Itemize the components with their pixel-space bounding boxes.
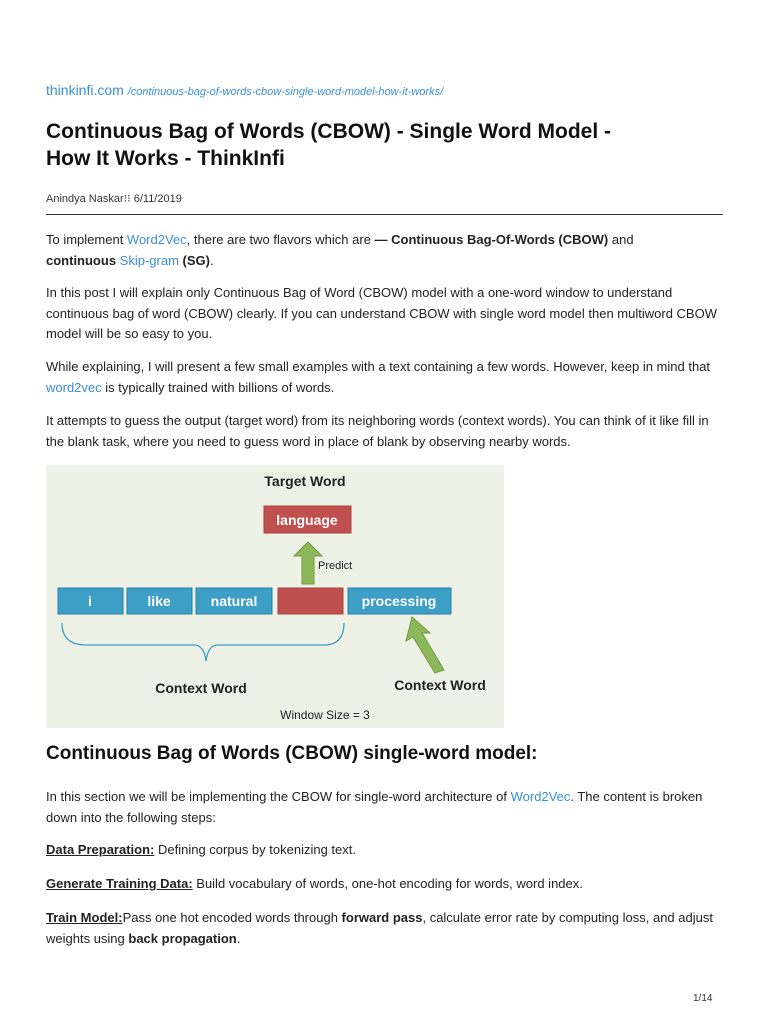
- step-train-model: Train Model:Pass one hot encoded words through forward pass, calculate error rate by computing loss, and adjust weights using back propagation.: [46, 910, 713, 946]
- context-word-right-label: Context Word: [394, 677, 486, 693]
- page-title: [46, 118, 736, 172]
- context-word-left-label: Context Word: [155, 680, 247, 696]
- cbow-diagram: [46, 465, 504, 728]
- skip-gram-link[interactable]: Skip-gram: [119, 252, 179, 268]
- word2vec-link[interactable]: Word2Vec: [126, 232, 187, 247]
- publish-date: 6/11/2019: [133, 193, 182, 205]
- section-heading: Continuous Bag of Words (CBOW) single-word model:: [46, 743, 538, 764]
- section-intro-paragraph: In this section we will be implementing the CBOW for single-word architecture of Word2Vec. The content is broken down into the following steps:: [46, 789, 703, 825]
- page-title-line-1: Continuous Bag of Words (CBOW) - Single Word Model -: [46, 120, 611, 143]
- paragraph-guess-output: It attempts to guess the output (target word) from its neighboring words (context words). You can think of it like fill in the blank task, where you need to guess word in place of blank by observing nearby words.: [46, 413, 709, 449]
- source-domain-link[interactable]: thinkinfi.com: [46, 82, 124, 98]
- step-generate-training-data: Generate Training Data: Build vocabulary of words, one-hot encoding for words, word index.: [46, 876, 583, 891]
- context-arrow: [406, 617, 444, 673]
- word2vec-link-3[interactable]: Word2Vec: [510, 789, 571, 804]
- byline: [46, 192, 182, 205]
- word2vec-link-2[interactable]: word2vec: [46, 379, 102, 395]
- byline-separator: ⁝⁝: [123, 193, 131, 205]
- word-label-like: like: [147, 593, 171, 609]
- target-word-title: Target Word: [264, 473, 346, 489]
- paragraph-cbow-explanation: In this post I will explain only Continuous Bag of Word (CBOW) model with a one-word window to understand continuous bag of word (CBOW) clearly. If you can understand CBOW with single word model then multiword CBOW model will be so easy to you.: [46, 285, 717, 341]
- page-title-line-2: How It Works - ThinkInfi: [46, 147, 285, 170]
- page-number: 1/14: [693, 993, 713, 1004]
- word-label-processing: processing: [361, 593, 437, 609]
- word-label-natural: natural: [210, 593, 258, 609]
- step-data-preparation: Data Preparation: Defining corpus by tokenizing text.: [46, 842, 356, 857]
- window-size-label: Window Size = 3: [280, 708, 370, 722]
- context-brace: [62, 623, 344, 661]
- predict-label: Predict: [318, 560, 353, 572]
- paragraph-examples: While explaining, I will present a few small examples with a text containing a few words. However, keep in mind that word2vec is typically trained with billions of words.: [46, 359, 711, 395]
- word-box-blank: [278, 588, 343, 614]
- intro-paragraph: To implement Word2Vec, there are two flavors which are — Continuous Bag-Of-Words (CBOW) and continuous Skip-gram (SG).: [46, 232, 634, 268]
- author: Anindya Naskar: [46, 193, 124, 205]
- word-label-i: i: [88, 593, 92, 609]
- title-divider: [46, 214, 723, 215]
- target-word-label: language: [276, 512, 338, 528]
- source-path-link[interactable]: /continuous-bag-of-words-cbow-single-word-model-how-it-works/: [127, 86, 444, 98]
- source-url[interactable]: [46, 82, 443, 98]
